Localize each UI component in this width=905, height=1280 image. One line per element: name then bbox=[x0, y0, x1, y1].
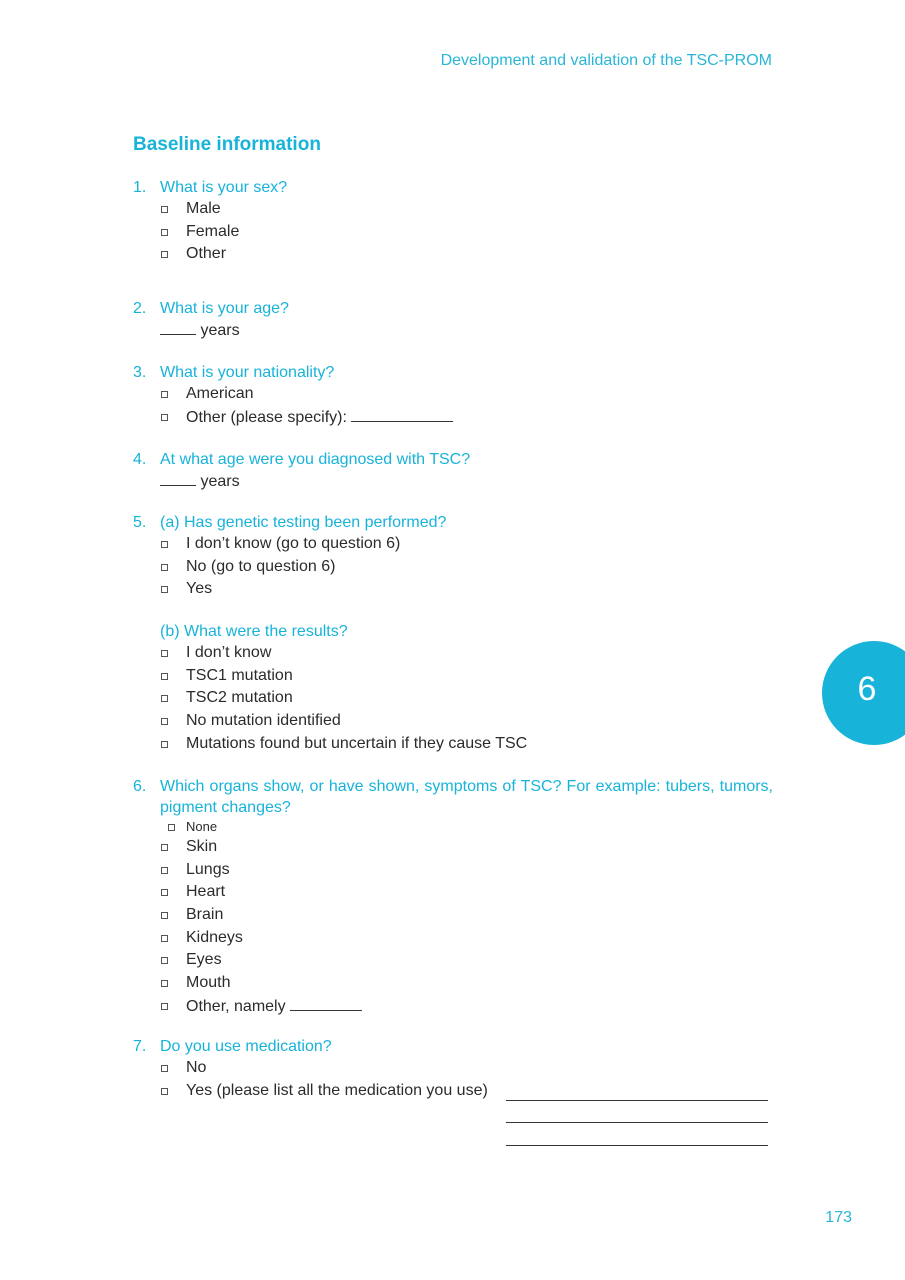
option-female[interactable]: Female bbox=[133, 221, 773, 244]
nationality-input-line[interactable] bbox=[351, 406, 453, 422]
diagnosis-age-answer: years bbox=[133, 470, 773, 493]
question-1 bbox=[133, 177, 773, 266]
question-number: 1. bbox=[133, 179, 147, 196]
checkbox-icon[interactable] bbox=[161, 695, 168, 702]
option-yes-medication[interactable]: Yes (please list all the medication you use) bbox=[133, 1080, 773, 1103]
question-7 bbox=[133, 1036, 773, 1102]
question-3 bbox=[133, 362, 773, 428]
option-tsc1[interactable]: TSC1 mutation bbox=[133, 665, 773, 688]
question-text: Which organs show, or have shown, symptoms of TSC? For example: tubers, tumors, pigment changes? bbox=[160, 778, 773, 816]
checkbox-icon[interactable] bbox=[161, 718, 168, 725]
option-skin[interactable]: Skin bbox=[133, 836, 773, 859]
option-other-nationality[interactable]: Other (please specify): bbox=[133, 406, 773, 429]
checkbox-icon[interactable] bbox=[161, 980, 168, 987]
checkbox-icon[interactable] bbox=[161, 229, 168, 236]
checkbox-icon[interactable] bbox=[161, 206, 168, 213]
option-mouth[interactable]: Mouth bbox=[133, 972, 773, 995]
checkbox-icon[interactable] bbox=[161, 912, 168, 919]
medication-list-lines bbox=[506, 1078, 768, 1146]
question-5 bbox=[133, 512, 773, 756]
diagnosis-age-input-line[interactable] bbox=[160, 470, 196, 486]
age-input-line[interactable] bbox=[160, 319, 196, 335]
option-no-mutation[interactable]: No mutation identified bbox=[133, 710, 773, 733]
option-other[interactable]: Other bbox=[133, 243, 773, 266]
checkbox-icon[interactable] bbox=[161, 650, 168, 657]
checkbox-icon[interactable] bbox=[161, 414, 168, 421]
checkbox-icon[interactable] bbox=[161, 889, 168, 896]
question-number: 3. bbox=[133, 364, 147, 381]
checkbox-icon[interactable] bbox=[161, 741, 168, 748]
question-6 bbox=[133, 776, 773, 1018]
section-title: Baseline information bbox=[133, 134, 321, 155]
checkbox-icon[interactable] bbox=[161, 1065, 168, 1072]
checkbox-icon[interactable] bbox=[161, 844, 168, 851]
option-other-organ[interactable]: Other, namely bbox=[133, 995, 773, 1018]
option-male[interactable]: Male bbox=[133, 198, 773, 221]
page-number: 173 bbox=[825, 1209, 852, 1226]
option-tsc2[interactable]: TSC2 mutation bbox=[133, 687, 773, 710]
checkbox-icon[interactable] bbox=[161, 935, 168, 942]
option-kidneys[interactable]: Kidneys bbox=[133, 927, 773, 950]
medication-input-line[interactable] bbox=[506, 1078, 768, 1101]
checkbox-icon[interactable] bbox=[161, 867, 168, 874]
checkbox-icon[interactable] bbox=[161, 1088, 168, 1095]
medication-input-line[interactable] bbox=[506, 1123, 768, 1146]
option-dont-know[interactable]: I don’t know (go to question 6) bbox=[133, 533, 773, 556]
running-header: Development and validation of the TSC-PROM bbox=[440, 52, 772, 69]
option-uncertain-mutation[interactable]: Mutations found but uncertain if they cause TSC bbox=[133, 733, 773, 756]
question-number: 5. bbox=[133, 514, 147, 531]
question-number: 7. bbox=[133, 1038, 147, 1055]
checkbox-icon[interactable] bbox=[161, 586, 168, 593]
checkbox-icon[interactable] bbox=[161, 564, 168, 571]
chapter-number: 6 bbox=[857, 670, 877, 708]
checkbox-icon[interactable] bbox=[161, 1003, 168, 1010]
other-organ-input-line[interactable] bbox=[290, 995, 362, 1011]
question-2 bbox=[133, 298, 773, 342]
question-number: 6. bbox=[133, 778, 147, 795]
checkbox-icon[interactable] bbox=[161, 391, 168, 398]
option-eyes[interactable]: Eyes bbox=[133, 949, 773, 972]
question-text: At what age were you diagnosed with TSC? bbox=[160, 451, 471, 468]
option-heart[interactable]: Heart bbox=[133, 881, 773, 904]
question-text: Do you use medication? bbox=[160, 1038, 332, 1055]
option-american[interactable]: American bbox=[133, 383, 773, 406]
option-result-dont-know[interactable]: I don’t know bbox=[133, 642, 773, 665]
option-yes[interactable]: Yes bbox=[133, 578, 773, 601]
question-number: 4. bbox=[133, 451, 147, 468]
option-lungs[interactable]: Lungs bbox=[133, 859, 773, 882]
question-text: What is your nationality? bbox=[160, 364, 335, 381]
option-no-medication[interactable]: No bbox=[133, 1057, 773, 1080]
question-text: What is your age? bbox=[160, 300, 289, 317]
option-no[interactable]: No (go to question 6) bbox=[133, 556, 773, 579]
question-text: What is your sex? bbox=[160, 179, 288, 196]
question-number: 2. bbox=[133, 300, 147, 317]
question-4 bbox=[133, 449, 773, 493]
option-none[interactable]: None bbox=[133, 818, 773, 836]
checkbox-icon[interactable] bbox=[161, 673, 168, 680]
checkbox-icon[interactable] bbox=[168, 824, 175, 831]
sub-question-text: (b) What were the results? bbox=[160, 623, 348, 641]
checkbox-icon[interactable] bbox=[161, 957, 168, 964]
question-text: (a) Has genetic testing been performed? bbox=[160, 514, 447, 531]
checkbox-icon[interactable] bbox=[161, 251, 168, 258]
option-brain[interactable]: Brain bbox=[133, 904, 773, 927]
checkbox-icon[interactable] bbox=[161, 541, 168, 548]
medication-input-line[interactable] bbox=[506, 1101, 768, 1124]
age-answer: years bbox=[133, 319, 773, 342]
